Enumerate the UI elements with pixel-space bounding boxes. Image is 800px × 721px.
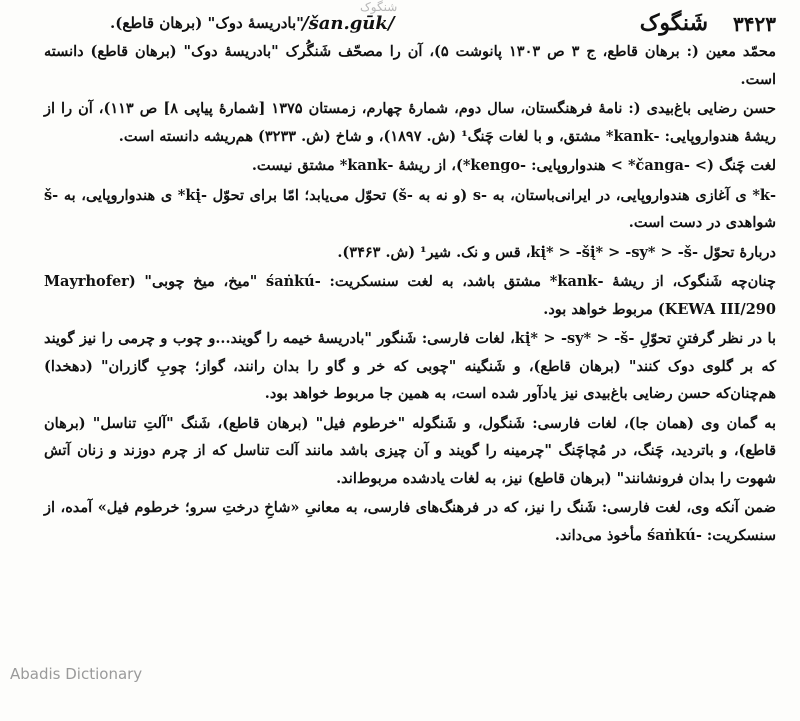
headword-gloss: "بادریسهٔ دوک" (برهان قاطع). (110, 14, 304, 32)
page-number: ۳۴۲۳ (733, 12, 776, 36)
top-watermark: شنگوک (360, 0, 398, 14)
headword: شَنگوک (639, 10, 708, 36)
entry-paragraph: -k* ی آغازی هندواروپایی، در ایرانی‌باستان، به -s (و نه به -š) تحوّل می‌یابد؛ امّا برای تحوّل -kį* ی هندواروپایی، به -š شواهدی در دست است. (44, 186, 776, 231)
entry-paragraph: با در نظر گرفتنِ تحوّلِ -kį* > -sy* > -š، لغات فارسی: شَنگور "بادریسهٔ خیمه را گویند...و چوب و چرمی را نیز گویند که بر گلوی دوک کنند" (برهان قاطع)، و شَنگینه "چوبی که خر و گاو را بدان رانند، گواز؛ چوبِ گازران" (دهخدا) هم‌چنان‌که حسن رضایی باغ‌بیدی نیز یادآور شده است، به همین جا مربوط خواهد بود. (44, 330, 777, 402)
entry-paragraph: محمّد معین (: برهان قاطع، ج ۳ ص ۱۳۰۳ پانوشت ۵)، آن را مصحّف شَنگُرک "بادریسهٔ دوک" (برهان قاطع) دانسته است. (44, 43, 776, 88)
transliteration: /šan.gūk/ (302, 13, 395, 34)
entry-paragraph: به گمان وی (همان جا)، لغات فارسی: شَنگول، و شَنگوله "خرطوم فیل" (برهان قاطع)، شَنگ "آلتِ تناسل" (برهان قاطع)، و باتردید، چَنگ، در مُچاچَنگ "چرمینه را گویند و آن چیزی باشد مانند آلت تناسل که از چرم دوزند و زنان آتش شهوت را بدان فرونشانند" (برهان قاطع) نیز، به لغات یادشده مربوط‌اند. (44, 414, 776, 487)
entry-header (44, 4, 776, 38)
entry-paragraph: لغت چَنگ (> -čanga* > هندواروپایی: -kengo*)، از ریشهٔ -kank* مشتق نیست. (251, 157, 776, 174)
entry-paragraph: ضمن آنکه وی، لغت فارسی: شَنگ را نیز، که در فرهنگ‌های فارسی، به معانیِ «شاخِ درختِ سرو؛ خرطوم فیل» آمده، از سنسکریت: -śaṅkú مأخوذ می‌داند. (44, 499, 776, 544)
source-watermark: Abadis Dictionary (10, 665, 143, 683)
entry-paragraph: حسن رضایی باغ‌بیدی (: نامهٔ فرهنگستان، سال دوم، شمارهٔ چهارم، زمستان ۱۳۷۵ [شمارهٔ پیاپی ۸] ص ۱۱۳)، آن را از ریشهٔ هندواروپایی: -kank* مشتق، و با لغات چَنگ¹ (ش. ۱۸۹۷)، و شاخ (ش. ۳۲۳۳) هم‌ریشه دانسته است. (44, 100, 776, 145)
entry-paragraph: چنان‌چه شَنگوک، از ریشهٔ -kank* مشتق باشد، به لغت سنسکریت: -śaṅkú "میخ، میخ چوبی" (Mayrhofer KEWA III/290) مربوط خواهد بود. (44, 273, 777, 318)
entry-paragraph: دربارهٔ تحوّل -kį* > -šį* > -sy* > -š، قس و نک. شیر¹ (ش. ۳۴۶۳). (337, 243, 776, 261)
